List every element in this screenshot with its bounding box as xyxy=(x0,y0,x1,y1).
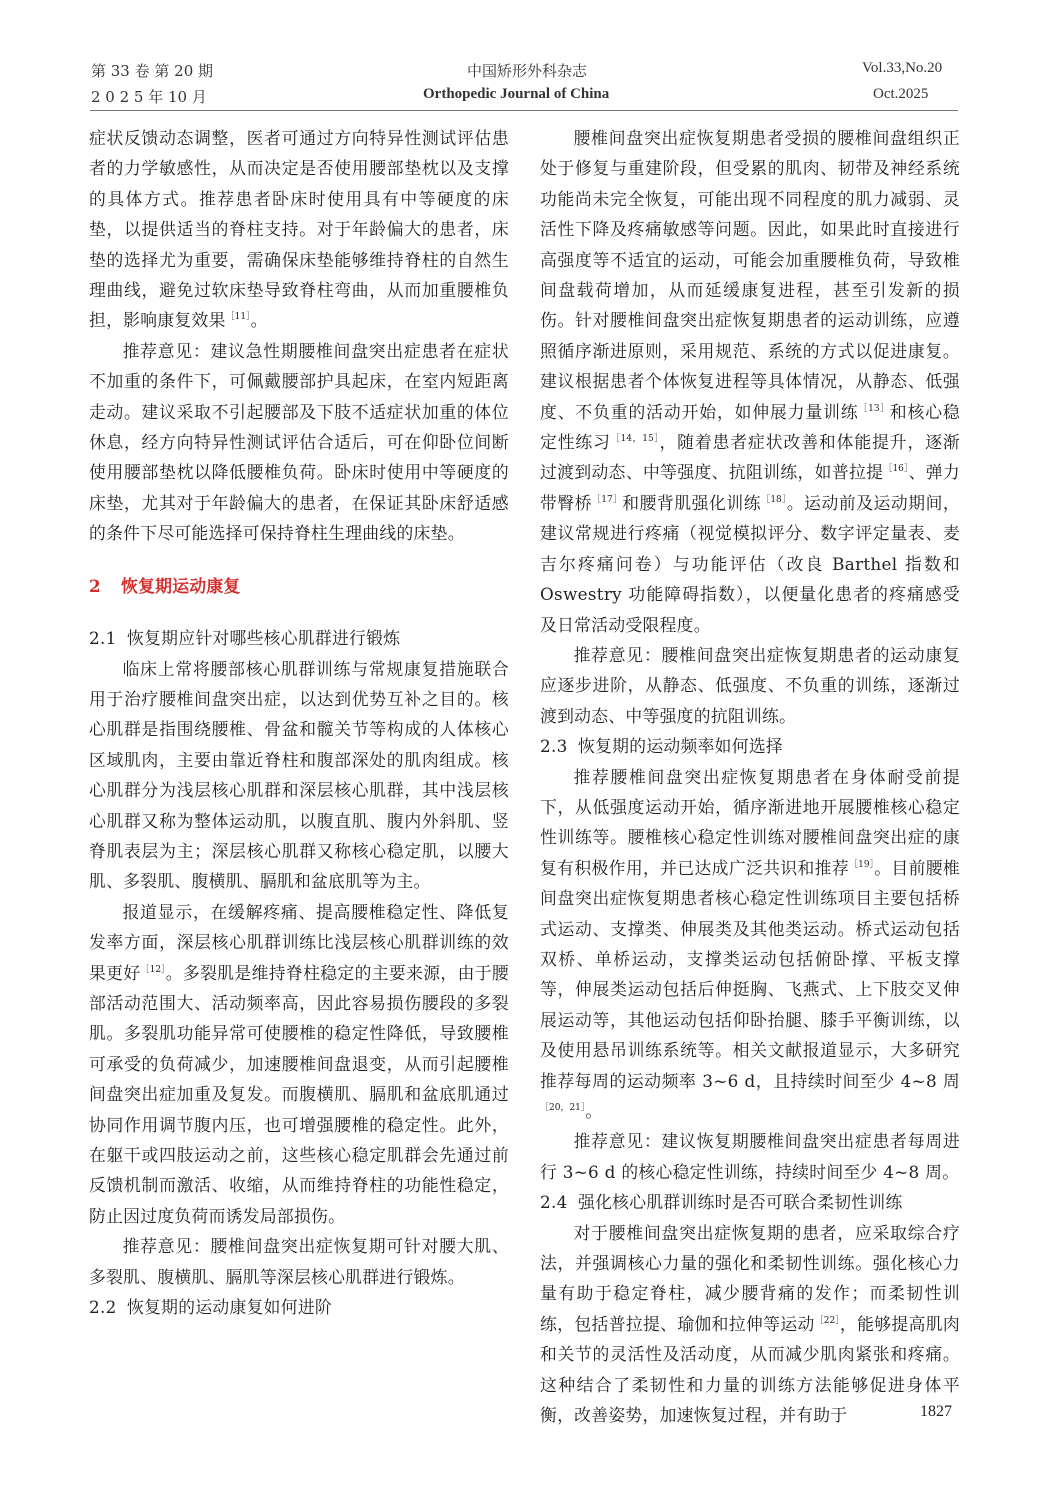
paragraph: 推荐意见：腰椎间盘突出症恢复期患者的运动康复应逐步进阶，从静态、低强度、不负重的训练，逐渐过渡到动态、中等强度的抗阻训练。 xyxy=(540,644,960,726)
citation[interactable]: ［20，21］ xyxy=(540,1103,586,1113)
subsection-heading-2-3: 2.3 恢复期的运动频率如何选择 xyxy=(540,736,783,757)
subsection-heading-2-4: 2.4 强化核心肌群训练时是否可联合柔韧性训练 xyxy=(540,1192,903,1213)
citation[interactable]: ［19］ xyxy=(849,859,875,870)
header-volume-en: Vol.33,No.20 xyxy=(862,60,943,76)
paragraph: 症状反馈动态调整，医者可通过方向特异性测试评估患者的力学敏感性，从而决定是否使用腰部垫枕以及支撑的具体方式。推荐患者卧床时使用具有中等硬度的床垫，以提供适当的脊柱支持。对于年龄偏大的患者，床垫的选择尤为重要，需确保床垫能够维持脊柱的自然生理曲线，避免过软床垫导致脊柱弯曲，从而加重腰椎负担，影响康复效果$^{[11]}$。 xyxy=(89,128,509,331)
left-column xyxy=(89,123,509,1322)
citation[interactable]: ［11］ xyxy=(225,312,251,323)
header-rule xyxy=(90,110,958,111)
citation[interactable]: ［14，15］ xyxy=(610,434,660,445)
subsection-heading-2-1: 2.1 恢复期应针对哪些核心肌群进行锻炼 xyxy=(89,628,401,649)
citation[interactable]: ［22］ xyxy=(814,1315,840,1326)
citation[interactable]: ［17］ xyxy=(592,494,623,505)
paragraph: 腰椎间盘突出症恢复期患者受损的腰椎间盘组织正处于修复与重建阶段，但受累的肌肉、韧带及神经系统功能尚未完全恢复，可能出现不同程度的肌力减弱、灵活性下降及疼痛敏感等问题。因此，如果此时直接进行高强度等不适宜的运动，可能会加重腰椎负荷，导致椎间盘载荷增加，从而延缓康复进程，甚至引发新的损伤。针对腰椎间盘突出症恢复期患者的运动训练，应遵照循序渐进原则，采用规范、系统的方式以促进康复。建议根据患者个体恢复进程等具体情况，从静态、低强度、不负重的活动开始，如伸展力量训练$^{[13]}$和核心稳定性练习$^{[14,15]}$，随着患者症状改善和体能提升，逐渐过渡到动态、中等强度、抗阻训练，如普拉提$^{[16]}$、弹力带臀桥$^{[17]}$和腰背肌强化训练$^{[18]}$。运动前及运动期间，建议常规进行疼痛（视觉模拟评分、数字评定量表、麦吉尔疼痛问卷）与功能评估（改良 Barthel 指数和 Oswestry 功能障碍指数），以便量化患者的疼痛感受及日常活动受限程度。 xyxy=(540,128,961,635)
paragraph: 推荐意见：腰椎间盘突出症恢复期可针对腰大肌、多裂肌、腹横肌、膈肌等深层核心肌群进行锻炼。 xyxy=(89,1236,509,1287)
header-journal-en: Orthopedic Journal of China xyxy=(423,86,610,102)
right-column xyxy=(540,123,960,1430)
subsection-heading-2-2: 2.2 恢复期的运动康复如何进阶 xyxy=(89,1297,332,1318)
paragraph: 临床上常将腰部核心肌群训练与常规康复措施联合用于治疗腰椎间盘突出症，以达到优势互补之目的。核心肌群是指围绕腰椎、骨盆和髋关节等构成的人体核心区域肌肉，主要由靠近脊柱和腹部深处的肌肉组成。核心肌群分为浅层核心肌群和深层核心肌群，其中浅层核心肌群又称为整体运动肌，以腹直肌、腹内外斜肌、竖脊肌表层为主；深层核心肌群又称核心稳定肌，以腰大肌、多裂肌、腹横肌、膈肌和盆底肌等为主。 xyxy=(89,658,509,892)
paragraph: 推荐意见：建议恢复期腰椎间盘突出症患者每周进行 3~6 d 的核心稳定性训练，持续时间至少 4~8 周。 xyxy=(540,1131,960,1182)
section-heading-2: 2 恢复期运动康复 xyxy=(89,575,241,596)
header-date-en: Oct.2025 xyxy=(873,86,929,102)
citation[interactable]: ［16］ xyxy=(883,464,909,475)
citation[interactable]: ［18］ xyxy=(761,494,787,505)
paragraph: 对于腰椎间盘突出症恢复期的患者，应采取综合疗法，并强调核心力量的强化和柔韧性训练。强化核心力量有助于稳定脊柱，减少腰背痛的发作；而柔韧性训练，包括普拉提、瑜伽和拉伸等运动$^{[22]}$，能够提高肌肉和关节的灵活性及活动度，从而减少肌肉紧张和疼痛。这种结合了柔韧性和力量的训练方法能够促进身体平衡，改善姿势，加速恢复过程，并有助于 xyxy=(540,1222,960,1426)
page-number: 1827 xyxy=(920,1403,952,1420)
header-volume-cn: 第 33 卷 第 20 期 xyxy=(91,62,214,80)
paragraph: 推荐意见：建议急性期腰椎间盘突出症患者在症状不加重的条件下，可佩戴腰部护具起床，在室内短距离走动。建议采取不引起腰部及下肢不适症状加重的体位休息，经方向特异性测试评估合适后，可在仰卧位间断使用腰部垫枕以降低腰椎负荷。卧床时使用中等硬度的床垫，尤其对于年龄偏大的患者，在保证其卧床舒适感的条件下尽可能选择可保持脊柱生理曲线的床垫。 xyxy=(89,340,509,544)
header-date-cn: 2 0 2 5 年 10 月 xyxy=(91,88,207,106)
paragraph: 报道显示，在缓解疼痛、提高腰椎稳定性、降低复发率方面，深层核心肌群训练比浅层核心肌群训练的效果更好$^{[12]}$。多裂肌是维持脊柱稳定的主要来源，由于腰部活动范围大、活动频率高，因此容易损伤腰段的多裂肌。多裂肌功能异常可使腰椎的稳定性降低，导致腰椎可承受的负荷减少，加速腰椎间盘退变，从而引起腰椎间盘突出症加重及复发。而腹横肌、膈肌和盆底肌通过协同作用调节腹内压，也可增强腰椎的稳定性。此外，在躯干或四肢运动之前，这些核心稳定肌群会先通过前反馈机制而激活、收缩，从而维持脊柱的功能性稳定，防止因过度负荷而诱发局部损伤。 xyxy=(89,901,509,1226)
paragraph: 推荐腰椎间盘突出症恢复期患者在身体耐受前提下，从低强度运动开始，循序渐进地开展腰椎核心稳定性训练等。腰椎核心稳定性训练对腰椎间盘突出症的康复有积极作用，并已达成广泛共识和推荐$^{[19]}$。目前腰椎间盘突出症恢复期患者核心稳定性训练项目主要包括桥式运动、支撑类、伸展类及其他类运动。桥式运动包括双桥、单桥运动，支撑类运动包括俯卧撑、平板支撑等，伸展类运动包括后伸挺胸、飞燕式、上下肢交叉伸展运动等，其他运动包括仰卧抬腿、膝手平衡训练，以及使用悬吊训练系统等。相关文献报道显示，大多研究推荐每周的运动频率 3~6 d，且持续时间至少 4~8 周$^{[20,21]}$。 xyxy=(540,766,961,1121)
citation[interactable]: ［12］ xyxy=(140,964,166,975)
citation[interactable]: ［13］ xyxy=(858,403,890,414)
header-journal-cn: 中国矫形外科杂志 xyxy=(467,62,588,80)
